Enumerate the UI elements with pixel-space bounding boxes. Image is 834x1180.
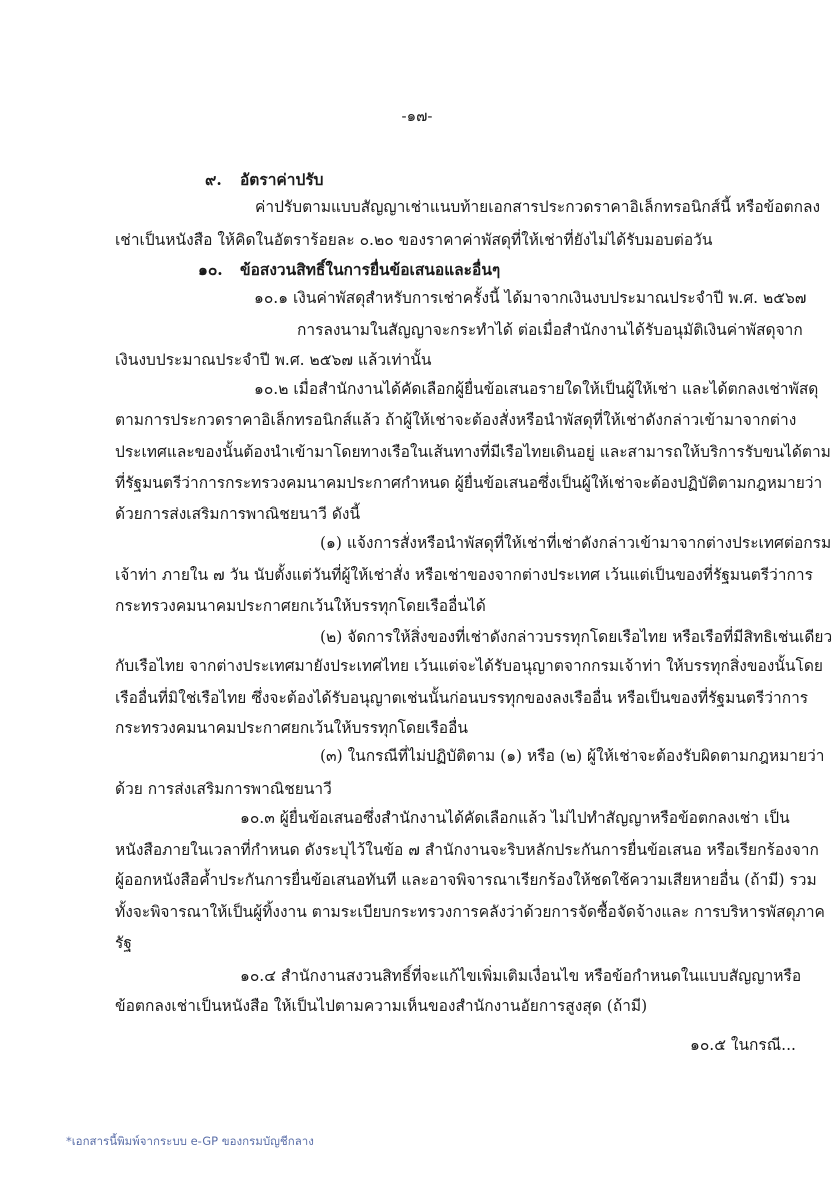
clause-10-3-line: ผู้ออกหนังสือค้ำประกันการยื่นข้อเสนอทันที และอาจพิจารณาเรียกร้องให้ชดใช้ความเสียหายอื่น (ถ้ามี) รวม (115, 871, 817, 889)
clause-10-2-2-line: เรืออื่นที่มิใช่เรือไทย ซึ่งจะต้องได้รับอนุญาตเช่นนั้นก่อนบรรทุกของลงเรืออื่น หรือเป็นของที่รัฐมนตรีว่าการ (115, 689, 809, 707)
section-9-heading: อัตราค่าปรับ (240, 170, 324, 189)
continuation-note: ๑๐.๕ ในกรณี... (690, 1036, 796, 1054)
clause-10-2-line: ด้วยการส่งเสริมการพาณิชยนาวี ดังนี้ (115, 505, 361, 523)
clause-10-3-line: หนังสือภายในเวลาที่กำหนด ดังระบุไว้ในข้อ ๗ สำนักงานจะริบหลักประกันการยื่นข้อเสนอ หรือเรียกร้องจาก (115, 841, 819, 859)
clause-10-4-line: ๑๐.๔ สำนักงานสงวนสิทธิ์ที่จะแก้ไขเพิ่มเติมเงื่อนไข หรือข้อกำหนดในแบบสัญญาหรือ (240, 967, 802, 985)
section-10-heading: ข้อสงวนสิทธิ์ในการยื่นข้อเสนอและอื่นๆ (240, 260, 501, 279)
page-number: -๑๗- (401, 107, 433, 125)
clause-10-2-1-line: เจ้าท่า ภายใน ๗ วัน นับตั้งแต่วันที่ผู้ให้เช่าสั่ง หรือเช่าของจากต่างประเทศ เว้นแต่เป็นของที่รัฐมนตรีว่าการ (115, 566, 813, 584)
clause-10-3-line: ๑๐.๓ ผู้ยื่นข้อเสนอซึ่งสำนักงานได้คัดเลือกแล้ว ไม่ไปทำสัญญาหรือข้อตกลงเช่า เป็น (240, 809, 790, 827)
section-9-line: ค่าปรับตามแบบสัญญาเช่าแนบท้ายเอกสารประกวดราคาอิเล็กทรอนิกส์นี้ หรือข้อตกลง (255, 198, 821, 216)
clause-10-2-line: ๑๐.๒ เมื่อสำนักงานได้คัดเลือกผู้ยื่นข้อเสนอรายใดให้เป็นผู้ให้เช่า และได้ตกลงเช่าพัสดุ (254, 380, 819, 398)
clause-10-3-line: รัฐ (115, 934, 132, 952)
clause-10-1-line: การลงนามในสัญญาจะกระทำได้ ต่อเมื่อสำนักงานได้รับอนุมัติเงินค่าพัสดุจาก (297, 321, 803, 339)
clause-10-3-line: ทั้งจะพิจารณาให้เป็นผู้ทิ้งงาน ตามระเบียบกระทรวงการคลังว่าด้วยการจัดซื้อจัดจ้างและ การบริหารพัสดุภาค (115, 903, 825, 921)
clause-10-1-line: เงินงบประมาณประจำปี พ.ศ. ๒๕๖๗ แล้วเท่านั้น (115, 351, 432, 369)
clause-10-1-line: ๑๐.๑ เงินค่าพัสดุสำหรับการเช่าครั้งนี้ ได้มาจากเงินงบประมาณประจำปี พ.ศ. ๒๕๖๗ (254, 289, 807, 307)
clause-10-2-line: ตามการประกวดราคาอิเล็กทรอนิกส์แล้ว ถ้าผู้ให้เช่าจะต้องสั่งหรือนำพัสดุที่ให้เช่าดังกล่าวเข้ามาจากต่าง (115, 411, 797, 429)
clause-10-2-3-line: (๓) ในกรณีที่ไม่ปฏิบัติตาม (๑) หรือ (๒) ผู้ให้เช่าจะต้องรับผิดตามกฎหมายว่า (320, 747, 825, 765)
section-9-number: ๙. (205, 170, 222, 189)
clause-10-2-2-line: กับเรือไทย จากต่างประเทศมายังประเทศไทย เว้นแต่จะได้รับอนุญาตจากกรมเจ้าท่า ให้บรรทุกสิ่งของนั้นโดย (115, 657, 824, 675)
clause-10-2-line: ที่รัฐมนตรีว่าการกระทรวงคมนาคมประกาศกำหนด ผู้ยื่นข้อเสนอซึ่งเป็นผู้ให้เช่าจะต้องปฏิบัติตามกฎหมายว่า (115, 474, 823, 492)
footer-note: *เอกสารนี้พิมพ์จากระบบ e-GP ของกรมบัญชีกลาง (66, 1134, 314, 1148)
section-10-number: ๑๐. (198, 260, 223, 279)
section-9-line: เช่าเป็นหนังสือ ให้คิดในอัตราร้อยละ ๐.๒๐ ของราคาค่าพัสดุที่ให้เช่าที่ยังไม่ได้รับมอบต่อวัน (115, 231, 713, 249)
clause-10-2-2-line: (๒) จัดการให้สิ่งของที่เช่าดังกล่าวบรรทุกโดยเรือไทย หรือเรือที่มีสิทธิเช่นเดียว (320, 628, 833, 646)
clause-10-2-line: ประเทศและของนั้นต้องนำเข้ามาโดยทางเรือในเส้นทางที่มีเรือไทยเดินอยู่ และสามารถให้บริการรับขนได้ตาม (115, 443, 831, 461)
clause-10-2-1-line: (๑) แจ้งการสั่งหรือนำพัสดุที่ให้เช่าที่เช่าดังกล่าวเข้ามาจากต่างประเทศต่อกรม (320, 534, 832, 552)
clause-10-2-3-line: ด้วย การส่งเสริมการพาณิชยนาวี (115, 780, 332, 798)
clause-10-2-2-line: กระทรวงคมนาคมประกาศยกเว้นให้บรรทุกโดยเรืออื่น (115, 719, 468, 737)
clause-10-2-1-line: กระทรวงคมนาคมประกาศยกเว้นให้บรรทุกโดยเรืออื่นได้ (115, 597, 486, 615)
clause-10-4-line: ข้อตกลงเช่าเป็นหนังสือ ให้เป็นไปตามความเห็นของสำนักงานอัยการสูงสุด (ถ้ามี) (115, 997, 648, 1015)
